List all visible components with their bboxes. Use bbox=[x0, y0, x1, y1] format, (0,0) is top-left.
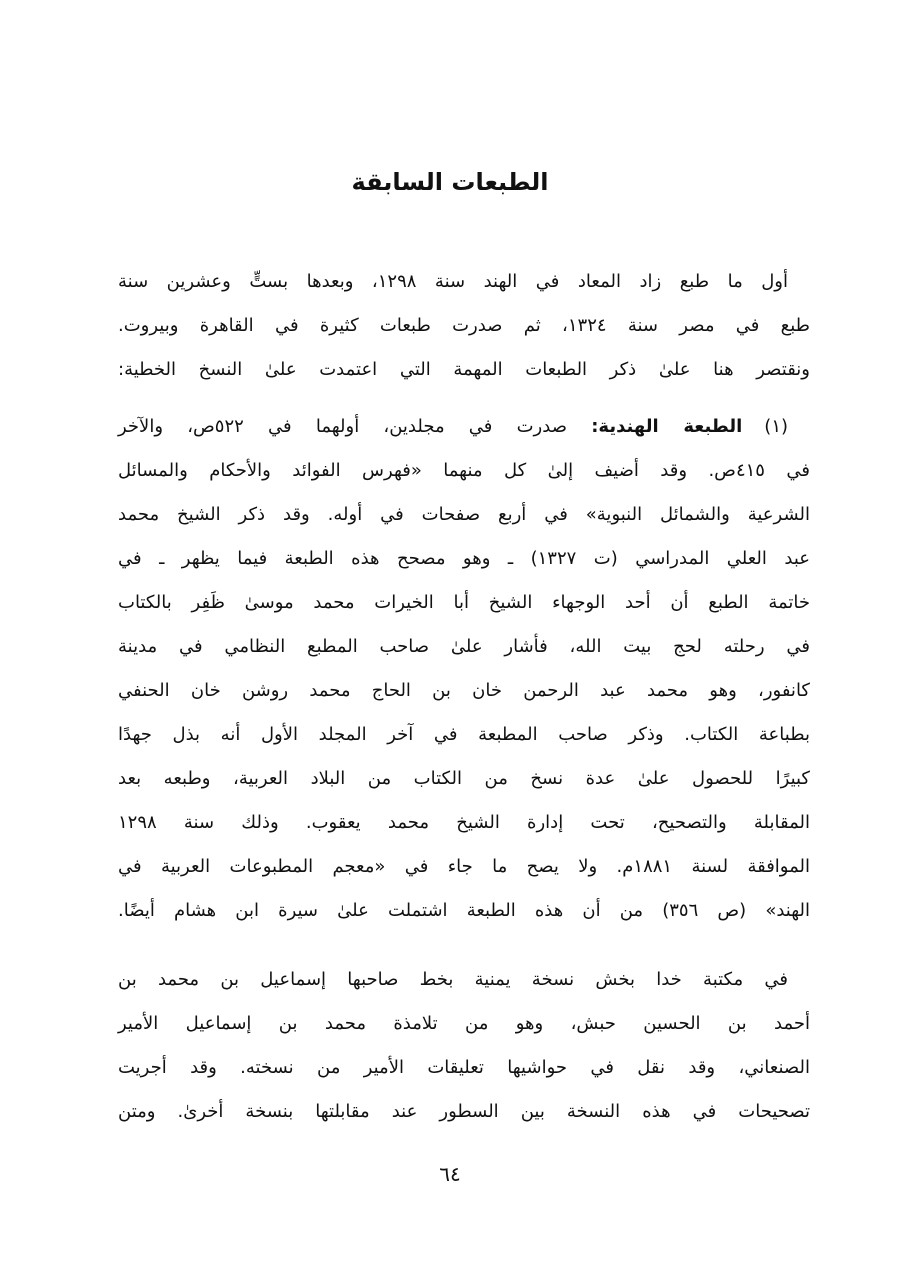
text-line: كانفور، وهو محمد عبد الرحمن خان بن الحاج محمد روشن خان الحنفي bbox=[118, 680, 810, 701]
text-span: صدرت في مجلدين، أولهما في ٥٢٢ص، والآخر bbox=[118, 416, 567, 437]
text-line: بطباعة الكتاب. وذكر صاحب المطبعة في آخر المجلد الأول أنه بذل جهدًا bbox=[118, 724, 810, 745]
page-title: الطبعات السابقة bbox=[351, 168, 549, 196]
text-line: عبد العلي المدراسي (ت ١٣٢٧) ـ وهو مصحح هذه الطبعة فيما يظهر ـ في bbox=[118, 548, 810, 569]
text-line: تصحيحات في هذه النسخة بين السطور عند مقابلتها بنسخة أخرىٰ. ومتن bbox=[118, 1101, 810, 1122]
text-line: الهند» (ص ٣٥٦) من أن هذه الطبعة اشتملت علىٰ سيرة ابن هشام أيضًا. bbox=[118, 900, 810, 921]
text-line: خاتمة الطبع أن أحد الوجهاء الشيخ أبا الخيرات محمد موسىٰ ظَفِر بالكتاب bbox=[118, 592, 810, 613]
text-line: المقابلة والتصحيح، تحت إدارة الشيخ محمد يعقوب. وذلك سنة ١٢٩٨ bbox=[118, 812, 810, 833]
text-line: أول ما طبع زاد المعاد في الهند سنة ١٢٩٨، وبعدها بستٍّ وعشرين سنة bbox=[118, 271, 788, 292]
paragraph-manuscript bbox=[118, 958, 810, 1134]
text-line: ونقتصر هنا علىٰ ذكر الطبعات المهمة التي اعتمدت علىٰ النسخ الخطية: bbox=[118, 359, 810, 380]
text-line: كبيرًا للحصول علىٰ عدة نسخ من الكتاب من البلاد العربية، وطبعه بعد bbox=[118, 768, 810, 789]
section-heading: الطبعة الهندية: bbox=[591, 416, 743, 437]
page-number: ٦٤ bbox=[439, 1162, 461, 1186]
item-number: (١) bbox=[764, 416, 789, 437]
text-line bbox=[118, 405, 810, 449]
text-line: طبع في مصر سنة ١٣٢٤، ثم صدرت طبعات كثيرة في القاهرة وبيروت. bbox=[118, 315, 810, 336]
text-line: أحمد بن الحسين حبش، وهو من تلامذة محمد بن إسماعيل الأمير bbox=[118, 1013, 810, 1034]
paragraph-intro bbox=[118, 260, 810, 392]
text-line: في ٤١٥ص. وقد أضيف إلىٰ كل منهما «فهرس الفوائد والأحكام والمسائل bbox=[118, 460, 810, 481]
text-line: الشرعية والشمائل النبوية» في أربع صفحات في أوله. وقد ذكر الشيخ محمد bbox=[118, 504, 810, 525]
text-line: في رحلته لحج بيت الله، فأشار علىٰ صاحب المطبع النظامي في مدينة bbox=[118, 636, 810, 657]
text-line: الموافقة لسنة ١٨٨١م. ولا يصح ما جاء في «معجم المطبوعات العربية في bbox=[118, 856, 810, 877]
paragraph-indian-edition bbox=[118, 405, 810, 933]
text-line: في مكتبة خدا بخش نسخة يمنية بخط صاحبها إسماعيل بن محمد بن bbox=[118, 969, 788, 990]
text-line: الصنعاني، وقد نقل في حواشيها تعليقات الأمير من نسخته. وقد أجريت bbox=[118, 1057, 810, 1078]
